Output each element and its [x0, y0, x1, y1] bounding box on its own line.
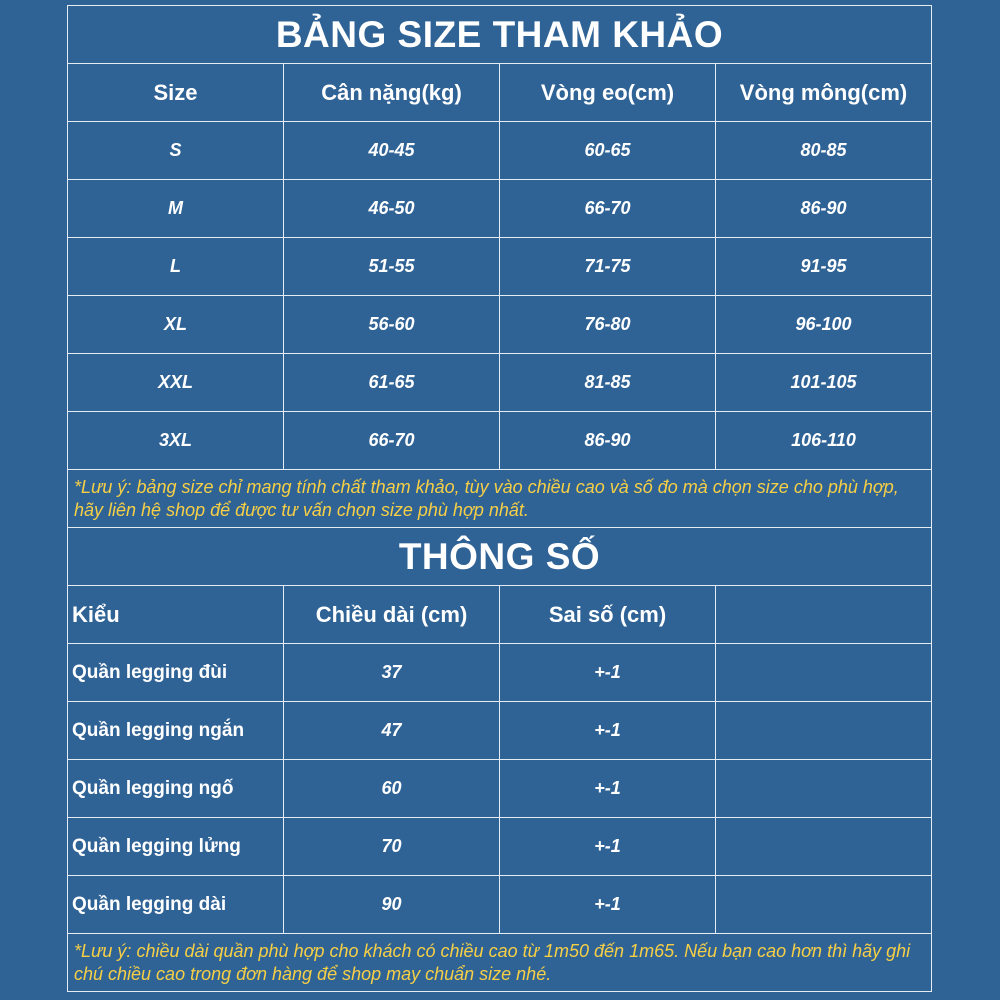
style-cell: Quần legging ngắn [68, 702, 284, 759]
hip-cell: 101-105 [716, 354, 932, 411]
weight-cell: 46-50 [284, 180, 500, 237]
size-cell: 3XL [68, 412, 284, 469]
table-row [68, 122, 932, 180]
table-row [68, 238, 932, 296]
size-note-row [68, 470, 932, 528]
spec-header-empty [716, 586, 932, 643]
length-cell: 47 [284, 702, 500, 759]
spec-table-title: THÔNG SỐ [68, 528, 932, 585]
length-cell: 60 [284, 760, 500, 817]
tolerance-cell: +-1 [500, 760, 716, 817]
spec-header-length: Chiều dài (cm) [284, 586, 500, 643]
hip-cell: 91-95 [716, 238, 932, 295]
size-table-title-row [68, 5, 932, 64]
weight-cell: 56-60 [284, 296, 500, 353]
empty-cell [716, 818, 932, 875]
size-header-hip: Vòng mông(cm) [716, 64, 932, 121]
table-row [68, 818, 932, 876]
style-cell: Quần legging dài [68, 876, 284, 933]
size-chart-sheet [67, 5, 932, 992]
size-header-weight: Cân nặng(kg) [284, 64, 500, 121]
table-row [68, 644, 932, 702]
hip-cell: 106-110 [716, 412, 932, 469]
size-cell: L [68, 238, 284, 295]
waist-cell: 76-80 [500, 296, 716, 353]
spec-note: *Lưu ý: chiều dài quần phù hợp cho khách có chiều cao từ 1m50 đến 1m65. Nếu bạn cao hơn thì hãy ghi chú chiều cao trong đơn hàng để shop may chuẩn size nhé. [68, 934, 932, 991]
size-header-waist: Vòng eo(cm) [500, 64, 716, 121]
empty-cell [716, 760, 932, 817]
table-row [68, 354, 932, 412]
table-row [68, 412, 932, 470]
waist-cell: 86-90 [500, 412, 716, 469]
empty-cell [716, 644, 932, 701]
spec-note-row [68, 934, 932, 992]
empty-cell [716, 876, 932, 933]
weight-cell: 51-55 [284, 238, 500, 295]
spec-table-header-row [68, 586, 932, 644]
size-cell: XL [68, 296, 284, 353]
weight-cell: 66-70 [284, 412, 500, 469]
hip-cell: 96-100 [716, 296, 932, 353]
length-cell: 37 [284, 644, 500, 701]
weight-cell: 40-45 [284, 122, 500, 179]
size-cell: S [68, 122, 284, 179]
size-table-header-row [68, 64, 932, 122]
waist-cell: 71-75 [500, 238, 716, 295]
table-row [68, 702, 932, 760]
table-row [68, 180, 932, 238]
table-row [68, 296, 932, 354]
length-cell: 90 [284, 876, 500, 933]
style-cell: Quần legging đùi [68, 644, 284, 701]
empty-cell [716, 702, 932, 759]
style-cell: Quần legging lửng [68, 818, 284, 875]
tolerance-cell: +-1 [500, 702, 716, 759]
size-header-size: Size [68, 64, 284, 121]
table-row [68, 760, 932, 818]
size-cell: XXL [68, 354, 284, 411]
length-cell: 70 [284, 818, 500, 875]
spec-header-tolerance: Sai số (cm) [500, 586, 716, 643]
table-row [68, 876, 932, 934]
waist-cell: 81-85 [500, 354, 716, 411]
hip-cell: 86-90 [716, 180, 932, 237]
weight-cell: 61-65 [284, 354, 500, 411]
hip-cell: 80-85 [716, 122, 932, 179]
tolerance-cell: +-1 [500, 876, 716, 933]
size-note: *Lưu ý: bảng size chỉ mang tính chất tham khảo, tùy vào chiều cao và số đo mà chọn size cho phù hợp, hãy liên hệ shop để được tư vấn chọn size phù hợp nhất. [68, 470, 932, 527]
tolerance-cell: +-1 [500, 818, 716, 875]
spec-table-title-row [68, 528, 932, 586]
size-table-title: BẢNG SIZE THAM KHẢO [68, 6, 932, 63]
tolerance-cell: +-1 [500, 644, 716, 701]
spec-header-style: Kiểu [68, 586, 284, 643]
waist-cell: 66-70 [500, 180, 716, 237]
style-cell: Quần legging ngố [68, 760, 284, 817]
waist-cell: 60-65 [500, 122, 716, 179]
size-cell: M [68, 180, 284, 237]
